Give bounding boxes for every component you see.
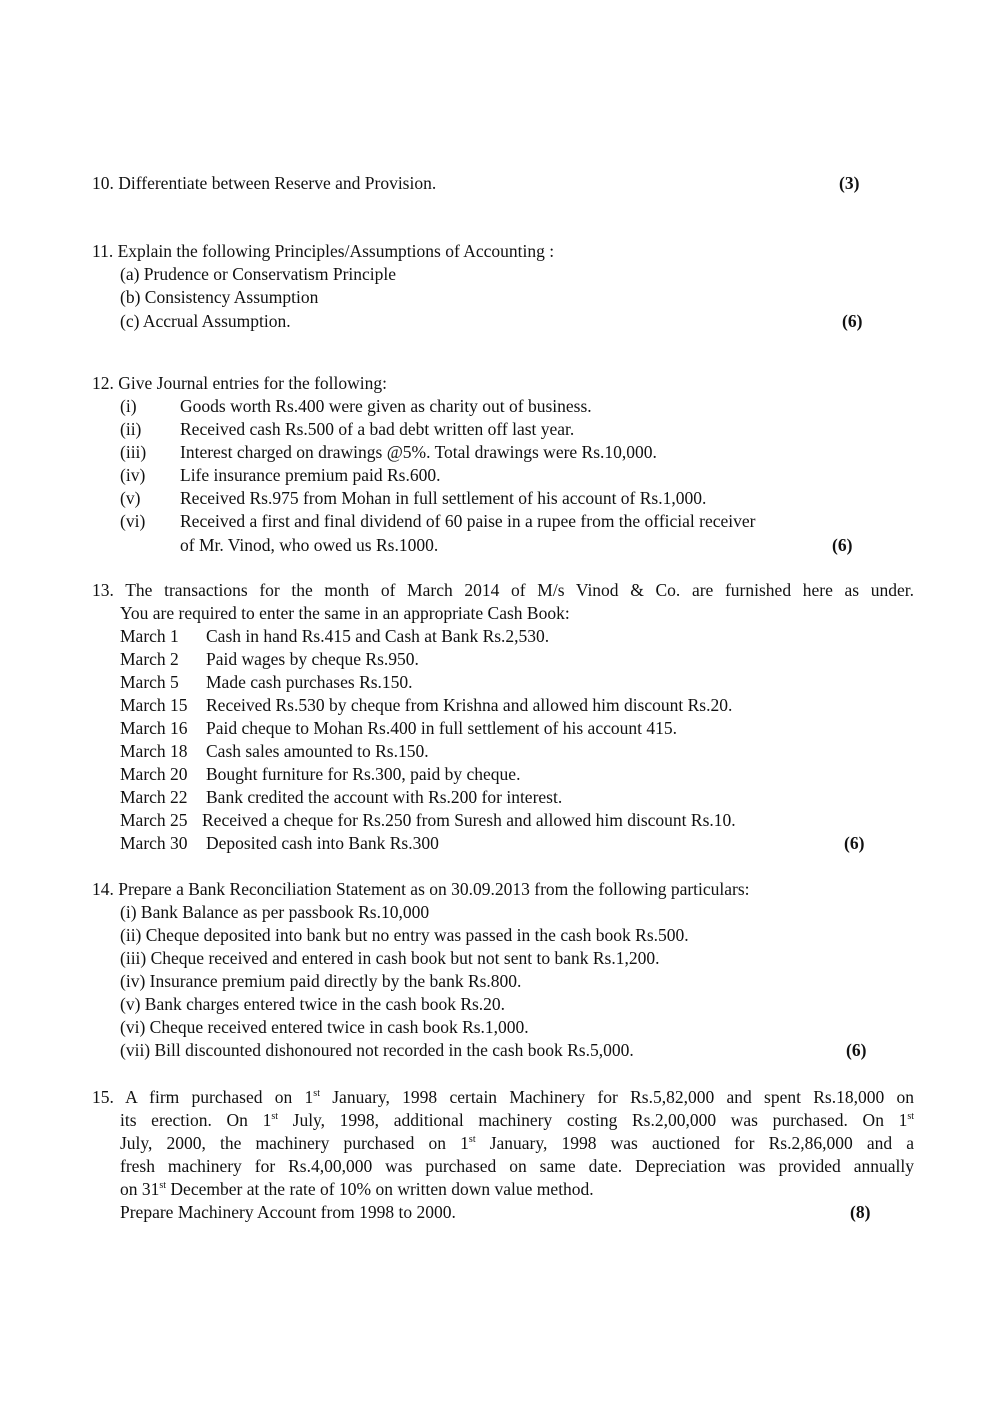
q12-item-vi-continued: of Mr. Vinod, who owed us Rs.1000. [180,535,439,555]
q15-line-2-part-a: its erection. On 1 [120,1110,272,1130]
q14-item-iv: (iv) Insurance premium paid directly by the bank Rs.800. [120,971,522,991]
q14-item-v: (v) Bank charges entered twice in the cash book Rs.20. [120,994,506,1014]
q13-entry-date: March 30 [120,833,188,853]
q11-item-a: (a) Prudence or Conservatism Principle [120,264,397,284]
q13-entry-text: Paid wages by cheque Rs.950. [206,649,419,669]
q12-item-text: Received cash Rs.500 of a bad debt written off last year. [180,419,575,439]
superscript: st [271,1111,278,1122]
q12-item-text: Received Rs.975 from Mohan in full settlement of his account of Rs.1,000. [180,488,707,508]
q10-text: 10. Differentiate between Reserve and Provision. [92,173,437,193]
q13-entry-march-15 [120,694,732,717]
superscript: st [468,1134,476,1145]
superscript: st [313,1088,320,1099]
q12-item-text: Received a first and final dividend of 60 paise in a rupee from the official receiver [180,511,756,531]
q13-entry-date: March 5 [120,672,179,692]
q15-line-1-part-b: January, 1998 certain Machinery for Rs.5,82,000 and spent Rs.18,000 on [319,1087,914,1107]
q13-entry-date: March 16 [120,718,188,738]
q15-line-6: Prepare Machinery Account from 1998 to 2000. [120,1202,456,1222]
q15-line-4: fresh machinery for Rs.4,00,000 was purchased on same date. Depreciation was provided annually [120,1156,914,1176]
q12-item-number: (i) [120,396,137,416]
q13-entry-text: Received a cheque for Rs.250 from Suresh and allowed him discount Rs.10. [202,810,736,830]
q13-entry-text: Cash in hand Rs.415 and Cash at Bank Rs.2,530. [206,626,550,646]
q15-line-5-part-a: on 31 [120,1179,160,1199]
q13-entry-date: March 18 [120,741,188,761]
q13-entry-text: Bank credited the account with Rs.200 for interest. [206,787,563,807]
q12-item-i [120,395,592,418]
q13-entry-march-22 [120,786,562,809]
q12-item-text: Interest charged on drawings @5%. Total drawings were Rs.10,000. [180,442,657,462]
q12-item-number: (iv) [120,465,146,485]
q13-entry-text: Paid cheque to Mohan Rs.400 in full settlement of his account 415. [206,718,677,738]
q13-entry-date: March 22 [120,787,188,807]
q13-entry-march-18 [120,740,429,763]
q13-entry-march-20 [120,763,520,786]
q13-intro-line-2: You are required to enter the same in an appropriate Cash Book: [120,603,570,623]
q12-item-text: Life insurance premium paid Rs.600. [180,465,441,485]
superscript: st [907,1111,915,1122]
q13-marks: (6) [844,833,865,853]
q14-item-vi: (vi) Cheque received entered twice in cash book Rs.1,000. [120,1017,529,1037]
q14-marks: (6) [846,1040,867,1060]
q13-entry-march-16 [120,717,677,740]
q14-item-i: (i) Bank Balance as per passbook Rs.10,000 [120,902,430,922]
q13-entry-text: Made cash purchases Rs.150. [206,672,413,692]
q11-text: 11. Explain the following Principles/Assumptions of Accounting : [92,241,555,261]
q15-line-2 [120,1109,914,1132]
q13-entry-march-30 [120,832,439,855]
q13-entry-text: Bought furniture for Rs.300, paid by cheque. [206,764,521,784]
q12-item-vi [120,510,755,533]
q15-marks: (8) [850,1202,871,1222]
q12-marks: (6) [832,535,853,555]
q13-entry-date: March 20 [120,764,188,784]
q13-entry-text: Received Rs.530 by cheque from Krishna and allowed him discount Rs.20. [206,695,733,715]
q11-item-b: (b) Consistency Assumption [120,287,319,307]
q13-entry-date: March 2 [120,649,179,669]
q12-item-number: (iii) [120,442,147,462]
q15-line-2-part-b: July, 1998, additional machinery costing Rs.2,00,000 was purchased. On 1 [278,1110,908,1130]
q13-entry-date: March 25 [120,810,188,830]
superscript: st [159,1180,167,1191]
q12-item-number: (ii) [120,419,142,439]
q15-line-1-part-a: 15. A firm purchased on 1 [92,1087,314,1107]
q12-item-v [120,487,706,510]
q10-marks: (3) [839,173,860,193]
q14-item-vii: (vii) Bill discounted dishonoured not recorded in the cash book Rs.5,000. [120,1040,634,1060]
q15-line-5 [120,1178,594,1201]
q13-entry-date: March 1 [120,626,179,646]
q15-line-5-part-b: December at the rate of 10% on written down value method. [166,1179,594,1199]
q13-entry-text: Cash sales amounted to Rs.150. [206,741,429,761]
q12-item-number: (vi) [120,511,146,531]
q13-entry-march-5 [120,671,413,694]
q13-entry-text: Deposited cash into Bank Rs.300 [206,833,439,853]
q13-entry-march-25 [120,809,736,832]
q13-intro-line-1: 13. The transactions for the month of March 2014 of M/s Vinod & Co. are furnished here as under. [92,580,914,600]
q12-item-iv [120,464,441,487]
q13-entry-march-2 [120,648,419,671]
q12-item-ii [120,418,574,441]
q14-item-iii: (iii) Cheque received and entered in cash book but not sent to bank Rs.1,200. [120,948,660,968]
q15-line-3-part-b: January, 1998 was auctioned for Rs.2,86,000 and a [475,1133,914,1153]
q14-item-ii: (ii) Cheque deposited into bank but no entry was passed in the cash book Rs.500. [120,925,689,945]
q13-entry-march-1 [120,625,549,648]
q15-line-1 [92,1086,914,1109]
q11-marks: (6) [842,311,863,331]
q12-text: 12. Give Journal entries for the following: [92,373,388,393]
q12-item-number: (v) [120,488,141,508]
q12-item-iii [120,441,657,464]
q15-line-3 [120,1132,914,1155]
q15-line-3-part-a: July, 2000, the machinery purchased on 1 [120,1133,469,1153]
q11-item-c: (c) Accrual Assumption. [120,311,291,331]
q14-text: 14. Prepare a Bank Reconciliation Statement as on 30.09.2013 from the following particulars: [92,879,750,899]
q12-item-text: Goods worth Rs.400 were given as charity out of business. [180,396,592,416]
q13-entry-date: March 15 [120,695,188,715]
